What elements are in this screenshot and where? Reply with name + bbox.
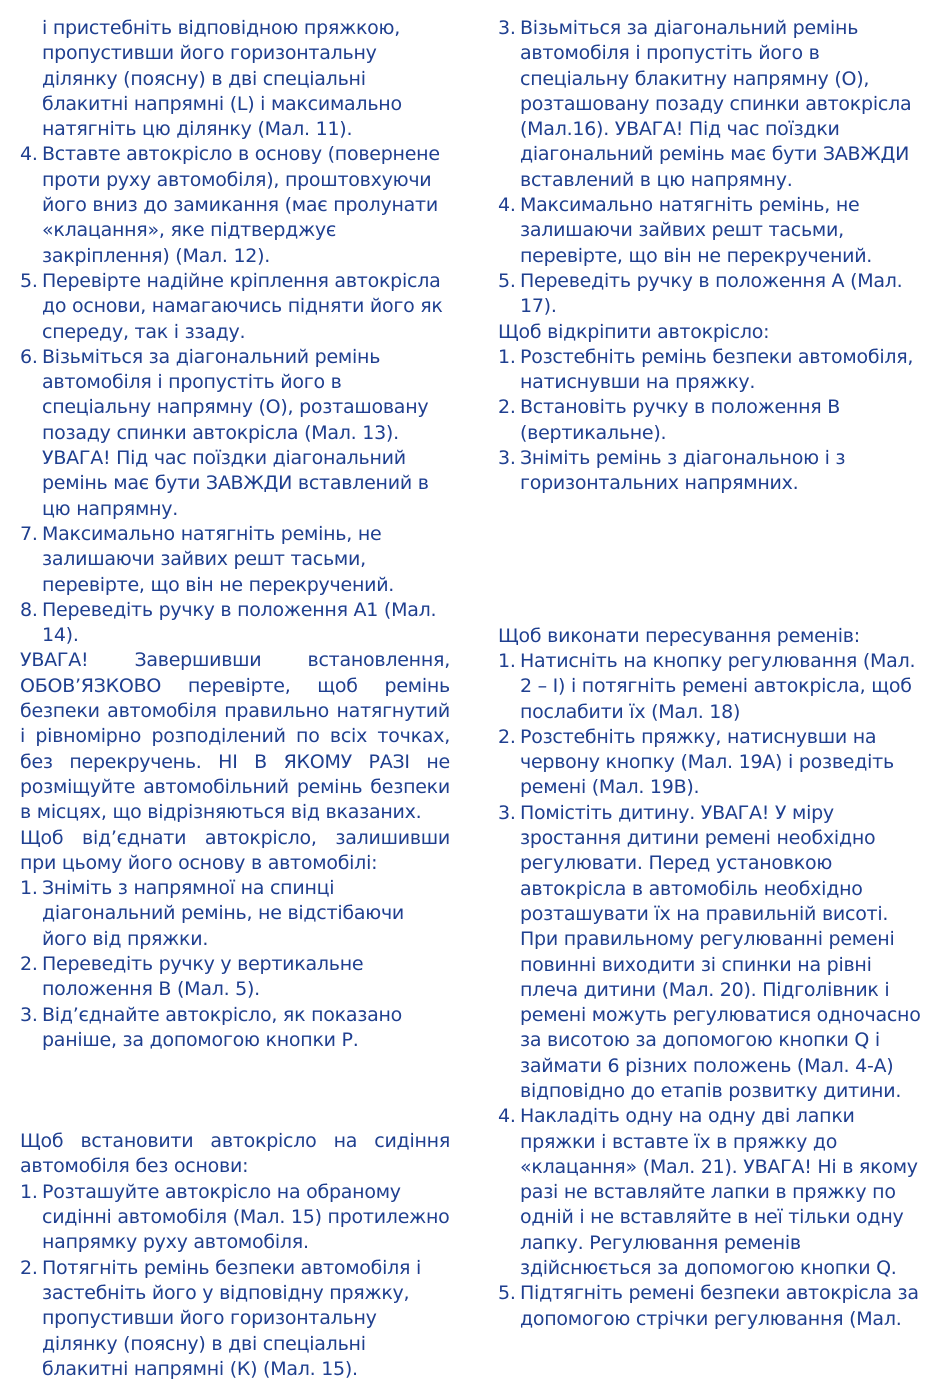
list-item (20, 522, 450, 598)
list-item (498, 345, 930, 396)
item-number: 2. (498, 725, 516, 748)
item-text: Розташуйте автокрісло на обраному сидінні автомобіля (Мал. 15) протилежно напрямку руху автомобіля. (42, 1180, 450, 1254)
item-text: Потягніть ремінь безпеки автомобіля і застебніть його у відповідну пряжку, пропустивши його горизонтальну ділянку (поясну) в дві спеціальні блакитні напрямні (К) (Мал. 15). (42, 1256, 422, 1380)
item-number: 5. (20, 269, 38, 292)
item-number: 3. (498, 447, 516, 470)
list-item (498, 1104, 930, 1281)
item-text: Переведіть ручку у вертикальне положення В (Мал. 5). (42, 952, 364, 1001)
list-item (498, 193, 930, 269)
list-item (20, 952, 450, 1003)
list-item (20, 269, 450, 345)
warning-paragraph: УВАГА! Завершивши встановлення, ОБОВ’ЯЗКОВО перевірте, щоб ремінь безпеки автомобіля правильно натягнутий і рівномірно розподілений по всіх точках, без перекручень. НІ В ЯКОМУ РАЗІ не розміщуйте автомобільний ремінь безпеки в місцях, що відрізняються від вказаних. (20, 649, 450, 824)
section-heading-detach: Щоб від’єднати автокрісло, залишивши при цьому його основу в автомобілі: (20, 826, 450, 874)
list-item (498, 395, 930, 446)
section-heading-harness: Щоб виконати пересування ременів: (498, 624, 860, 647)
list-item (498, 649, 930, 725)
list-item (20, 345, 450, 522)
item-text: Встановіть ручку в положення В (вертикальне). (520, 396, 841, 444)
item-number: 4. (498, 1105, 516, 1128)
item-text: Вставте автокрісло в основу (повернене проти руху автомобіля), проштовхуючи його вниз до замикання (має пролунати «клацання», яке підтверджує закріплення) (Мал. 12). (42, 143, 440, 267)
list-item (20, 598, 450, 649)
list-item (498, 801, 930, 1105)
item-number: 3. (498, 801, 516, 824)
item-text: Підтягніть ремені безпеки автокрісла за допомогою стрічки регулювання (Мал. (520, 1282, 919, 1330)
list-item (498, 1281, 930, 1332)
item-text: Максимально натягніть ремінь, не залишаючи зайвих решт тасьми, перевірте, що він не перекручений. (520, 194, 873, 267)
item-number: 4. (20, 143, 38, 166)
item-text: Натисніть на кнопку регулювання (Мал. 2 – I) і потягніть ремені автокрісла, щоб послабити їх (Мал. 18) (520, 649, 916, 723)
item-number: 2. (20, 952, 38, 975)
list-item (20, 876, 450, 952)
item-number: 3. (20, 1003, 38, 1026)
item-number: 6. (20, 345, 38, 368)
list-item (498, 446, 930, 497)
item-text: Зніміть ремінь з діагональною і з горизонтальних напрямних. (520, 447, 846, 495)
item-number: 2. (20, 1256, 38, 1279)
list-item (20, 1003, 450, 1054)
section-heading-unfasten: Щоб відкріпити автокрісло: (498, 320, 770, 343)
item-text: і пристебніть відповідною пряжкою, пропустивши його горизонтальну ділянку (поясну) в дві спеціальні блакитні напрямні (L) і максимально натягніть цю ділянку (Мал. 11). (42, 17, 402, 141)
item-text: Розстебніть ремінь безпеки автомобіля, натиснувши на пряжку. (520, 345, 914, 394)
item-number: 4. (498, 194, 516, 217)
item-text: Переведіть ручку в положення А1 (Мал. 14). (42, 598, 437, 647)
item-text: Розстебніть пряжку, натиснувши на червону кнопку (Мал. 19А) і розведіть ремені (Мал. 19В). (520, 725, 894, 799)
list-item-continuation (20, 16, 450, 142)
item-number: 5. (498, 1282, 516, 1305)
item-text: Помістіть дитину. УВАГА! У міру зростання дитини ремені необхідно регулювати. Перед установкою автокрісла в автомобіль необхідно розташувати їх на правильній висоті. При правильному регулюванні ремені повинні виходити зі спинки на рівні плеча дитини (Мал. 20). Підголівник і ремені можуть регулюватися одночасно за висотою за допомогою кнопки Q і займати 6 різних положень (Мал. 4-А) відповідно до етапів розвитку дитини. (520, 801, 921, 1102)
section-heading-no-base: Щоб встановити автокрісло на сидіння автомобіля без основи: (20, 1130, 450, 1178)
list-item (20, 142, 450, 268)
item-number: 1. (20, 1180, 38, 1203)
item-number: 2. (498, 396, 516, 419)
item-number: 5. (498, 269, 516, 292)
item-text: Перевірте надійне кріплення автокрісла до основи, намагаючись підняти його як спереду, так і ззаду. (42, 269, 443, 343)
right-column (498, 16, 930, 1332)
item-text: Максимально натягніть ремінь, не залишаючи зайвих решт тасьми, перевірте, що він не перекручений. (42, 522, 395, 596)
item-text: Від’єднайте автокрісло, як показано раніше, за допомогою кнопки Р. (42, 1003, 403, 1051)
spacer (498, 497, 930, 624)
item-text: Візьміться за діагональний ремінь автомобіля і пропустіть його в спеціальну блакитну напрямну (О), розташовану позаду спинки автокрісла (Мал.16). УВАГА! Під час поїздки діагональний ремінь має бути ЗАВЖДИ вставлений в цю напрямну. (520, 17, 912, 191)
item-number: 8. (20, 598, 38, 621)
item-text: Накладіть одну на одну дві лапки пряжки і вставте їх в пряжку до «клацання» (Мал. 21). УВАГА! Ні в якому разі не вставляйте лапки в пряжку по одній і не вставляйте в неї тільки одну лапку. Регулювання ременів здійснюється за допомогою кнопки Q. (520, 1105, 918, 1280)
item-text: Переведіть ручку в положення А (Мал. 17). (520, 269, 903, 318)
list-item (20, 1180, 450, 1256)
item-number: 3. (498, 17, 516, 39)
list-item (498, 269, 930, 320)
item-number: 1. (20, 877, 38, 900)
left-column (20, 16, 450, 1382)
item-text: Візьміться за діагональний ремінь автомобіля і пропустіть його в спеціальну напрямну (О), розташовану позаду спинки автокрісла (Мал. 13). УВАГА! Під час поїздки діагональний ремінь має бути ЗАВЖДИ вставлений в цю напрямну. (42, 345, 429, 520)
item-number: 1. (498, 345, 516, 368)
item-number: 1. (498, 649, 516, 672)
item-text: Зніміть з напрямної на спинці діагональний ремінь, не відстібаючи його від пряжки. (42, 877, 405, 950)
list-item (498, 725, 930, 801)
spacer (20, 1053, 450, 1129)
list-item (20, 1256, 450, 1382)
item-number: 7. (20, 522, 38, 545)
list-item (498, 16, 930, 193)
